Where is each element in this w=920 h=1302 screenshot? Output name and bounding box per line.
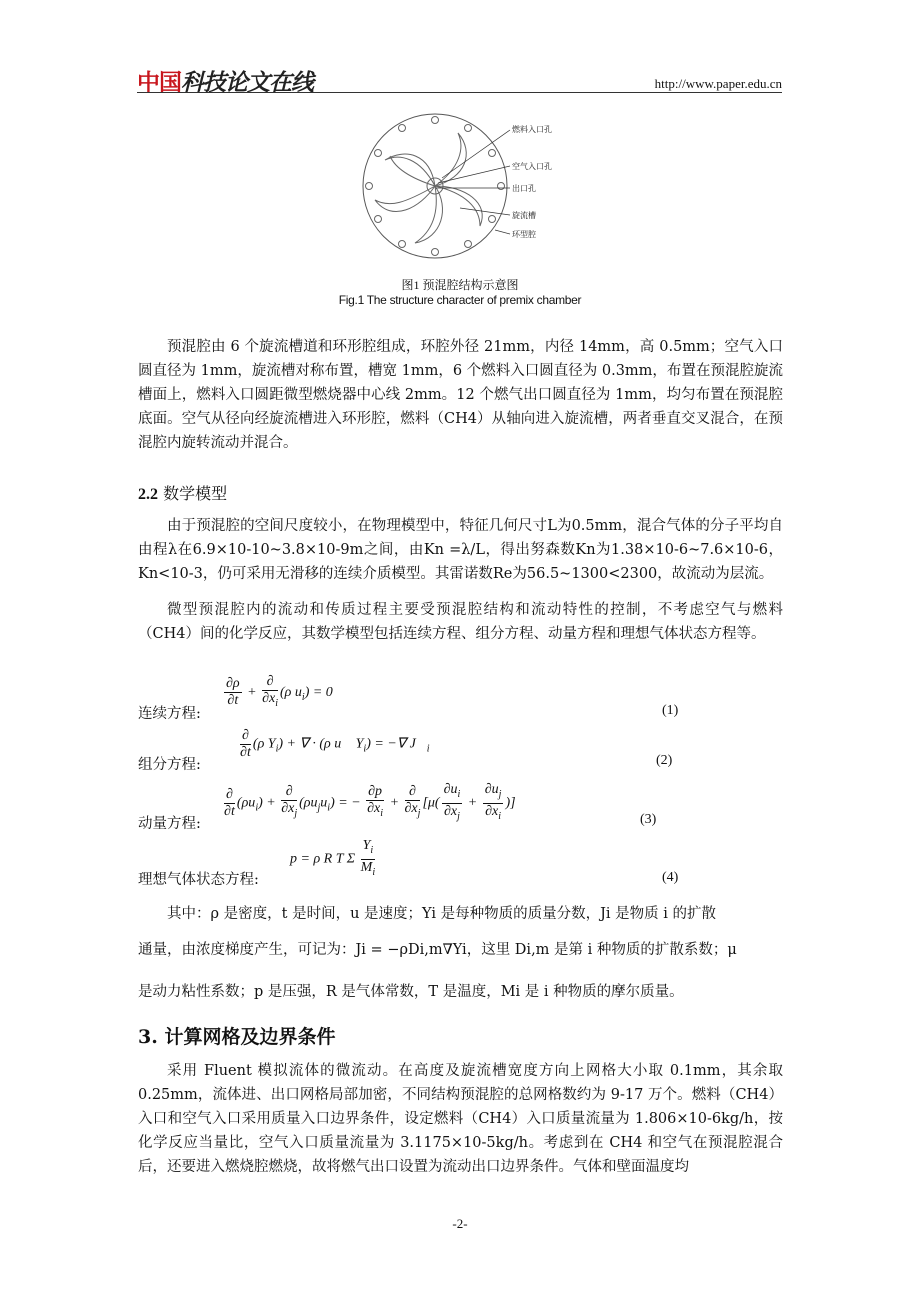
equation-2-label: 组分方程: (138, 757, 201, 773)
header-url[interactable]: http://www.paper.edu.cn (654, 76, 782, 91)
paragraph-2: 由于预混腔的空间尺度较小，在物理模型中，特征几何尺寸L为0.5mm，混合气体的分子平均自由程λ在6.9×10-10~3.8×10-9m之间，由Kn =λ/L，得出努森数Kn为1.38×10-6~7.6×10-6，Kn<10-3，仍可采用无滑移的连续介质模型。其雷诺数Re为56.5~1300<2300，故流动为层流。 (138, 518, 783, 582)
section-heading-2-2: 2.2 数学模型 (138, 484, 228, 503)
paragraph-5: 采用 Fluent 模拟流体的微流动。在高度及旋流槽宽度方向上网格大小取 0.1mm，其余取0.25mm，流体进、出口网格局部加密，不同结构预混腔的总网格数约为 9-17 万个。燃料（CH4）入口和空气入口采用质量入口边界条件，设定燃料（CH4）入口质量流量为 1.806×10-6kg/h，按化学反应当量比，空气入口质量流量为 3.1175×10-5kg/h。考虑到在 CH4 和空气在预混腔混合后，还要进入燃烧腔燃烧，故将燃气出口设置为流动出口边界条件。气体和壁面温度均 (138, 1063, 783, 1175)
label-fuel-inlet: 燃料入口孔 (512, 125, 552, 134)
equation-1-label: 连续方程: (138, 706, 201, 722)
equation-1: $\frac{\partial\rho}{\partial t}$ + ∂ $\partial x_i$ (ρ $u_i) = 0$ (226, 674, 333, 709)
paragraph-4-line-2: 通量，由浓度梯度产生，可记为：Ji = −ρDi,m∇Yi，这里 Di,m 是第 i 种物质的扩散系数；μ (138, 942, 737, 958)
equation-1-number: (1) (662, 703, 679, 718)
figure-caption-cn: 图1 预混腔结构示意图 (401, 278, 519, 292)
paragraph-4-line-1: 其中：ρ 是密度，t 是时间，u 是速度；Yi 是每种物质的质量分数，Ji 是物质 i 的扩散 (167, 906, 716, 922)
equation-3-label: 动量方程: (138, 816, 201, 832)
label-annular-cavity: 环型腔 (512, 230, 536, 239)
equation-4-number: (4) (662, 870, 679, 885)
equation-3-number: (3) (640, 812, 657, 827)
journal-logo: 中国科技论文在线 (137, 70, 313, 96)
equation-3: ∂ ∂t $(\rho u_i)$ + ∂ $\partial x_j$ $(\rho u_ju_i)$ = − $\frac{\partial p}{\partial x_i}$ + ∂ $\partial x_j$ [μ( $\frac{\partial u_i}{\partial x_j}$ + $\frac{\partial u_j}{\partial x_i}$ )] (224, 782, 516, 822)
header-rule (137, 92, 782, 93)
paragraph-1: 预混腔由 6 个旋流槽道和环形腔组成，环腔外径 21mm，内径 14mm，高 0.5mm；空气入口圆直径为 1mm，旋流槽对称布置，槽宽 1mm，6 个燃料入口圆直径为 0.3mm，布置在预混腔旋流槽面上，燃料入口圆距微型燃烧器中心线 2mm。12 个燃气出口圆直径为 1mm，均匀布置在预混腔底面。空气从径向经旋流槽进入环形腔，燃料（CH4）从轴向进入旋流槽，两者垂直交叉混合，在预混腔内旋转流动并混合。 (138, 339, 783, 451)
page-number: -2- (452, 1216, 468, 1231)
paragraph-4-line-3: 是动力粘性系数；p 是压强，R 是气体常数，T 是温度，Mi 是 i 种物质的摩尔质量。 (138, 984, 684, 1000)
label-swirl-groove: 旋流槽 (512, 211, 536, 220)
section-heading-3: 3. 计算网格及边界条件 (138, 1026, 336, 1048)
equation-4-label: 理想气体状态方程: (138, 872, 259, 888)
label-outlet: 出口孔 (512, 184, 536, 193)
paragraph-3: 微型预混腔内的流动和传质过程主要受预混腔结构和流动特性的控制，不考虑空气与燃料（CH4）间的化学反应，其数学模型包括连续方程、组分方程、动量方程和理想气体状态方程等。 (138, 602, 783, 642)
label-air-inlet: 空气入口孔 (512, 162, 552, 171)
equation-2: ∂ ∂t (ρ $Y_i$) + ∇ · (ρ u⃗ $Y_i$) = −∇ $J⃗_i$ (240, 728, 430, 760)
equation-2-number: (2) (656, 753, 673, 768)
figure-caption-en: Fig.1 The structure character of premix chamber (338, 293, 582, 307)
premix-chamber-figure (350, 108, 600, 263)
equation-4: p = ρ R T Σ $\frac{Y_i}{M_i}$ (290, 838, 376, 878)
